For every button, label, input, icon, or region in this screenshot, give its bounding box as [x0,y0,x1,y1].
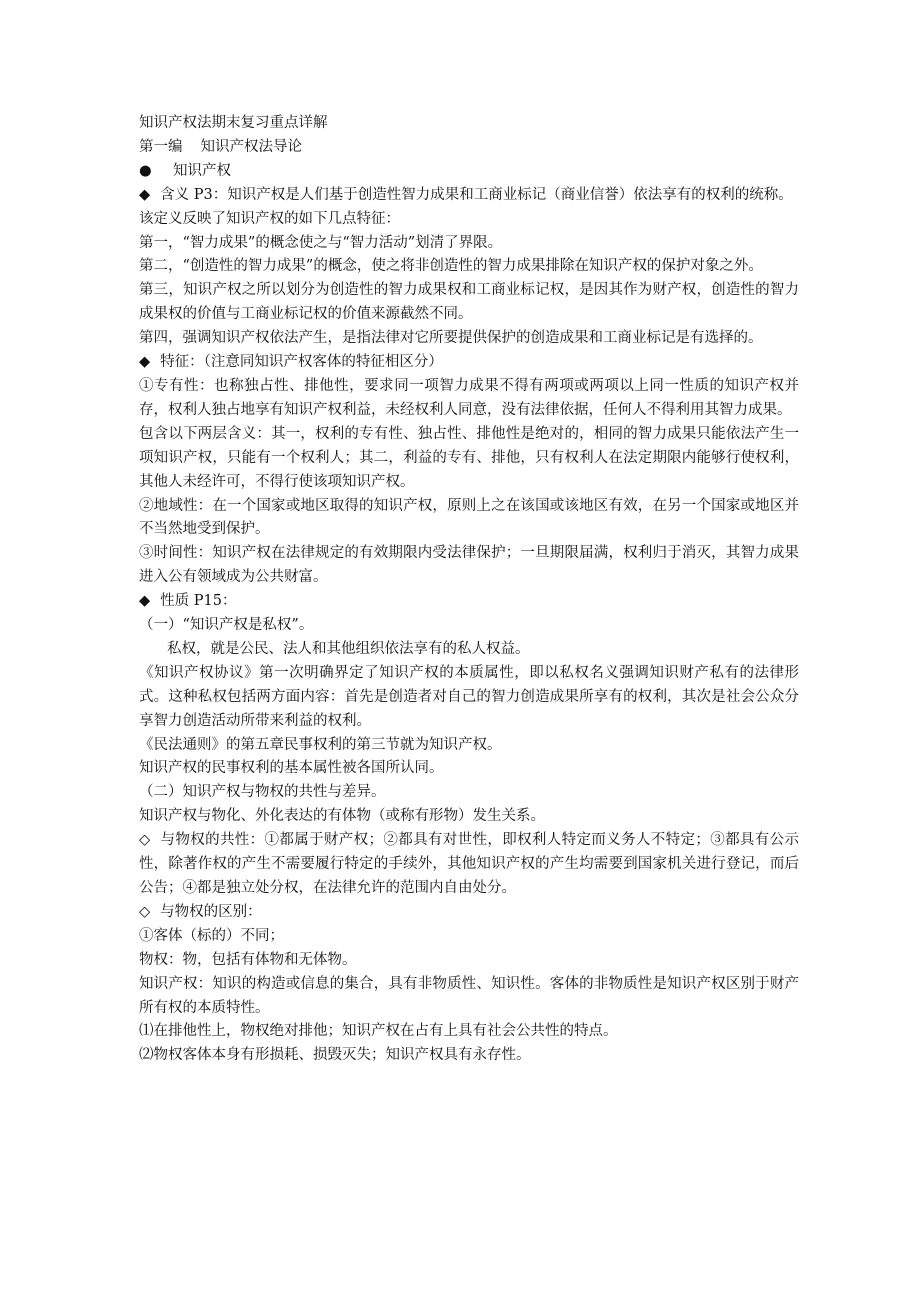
doc-title: 知识产权法期末复习重点详解 [139,115,328,131]
private-right-definition: 私权，就是公民、法人和其他组织依法享有的私人权益。 [167,640,530,657]
private-right-heading: （一）“知识产权是私权”。 [139,617,314,634]
exclusive-paragraph: ①专有性：也称独占性、排他性，要求同一项智力成果不得有两项或两项以上同一性质的知识产权并存，权利人独占地享有知识产权利益，未经权利人同意，没有法律依据，任何人不得利用其智力成果。 [139,377,799,418]
trips-paragraph: 《知识产权协议》第一次明确界定了知识产权的本质属性，即以私权名义强调知识财产私有的法律形式。这种私权包括两方面内容：首先是创造者对自己的智力创造成果所享有的权利，其次是社会公众分享智力创造活动所带来利益的权利。 [139,664,799,729]
tangible-paragraph: 知识产权与物化、外化表达的有体物（或称有形物）发生关系。 [139,808,545,825]
part-label: 第一编 [139,138,183,155]
common-text: 与物权的共性：①都属于财产权；②都具有对世性，即权利人特定而义务人不特定；③都具有公示性，除著作权的产生不需要履行特定的手续外，其他知识产权的产生均需要到国家机关进行登记，而后公告；④都是独立处分权，在法律允许的范围内自由处分。 [139,832,799,896]
two-layers-paragraph: 包含以下两层含义：其一，权利的专有性、独占性、排他性是绝对的，相同的智力成果只能依法产生一项知识产权，只能有一个权利人；其二，利益的专有、排他，只有权利人在法定期限内能够行使权利，其他人未经许可，不得行使该项知识产权。 [139,425,799,490]
recognized-paragraph: 知识产权的民事权利的基本属性被各国所认同。 [139,760,444,777]
black-circle-bullet-icon: ● [139,162,152,179]
diamond-bullet-icon: ◆ [139,186,151,203]
real-right-paragraph: 物权：物，包括有体物和无体物。 [139,951,357,968]
feature-first: 第一，“智力成果”的概念使之与“智力活动”划清了界限。 [139,234,503,251]
diamond-bullet-icon: ◆ [139,354,151,371]
document-page [139,112,799,1068]
difference-text: 与物权的区别： [160,903,262,920]
definition-intro: 该定义反映了知识产权的如下几点特征： [139,210,400,227]
meaning-paragraph [139,184,799,208]
nature-heading [139,590,799,614]
durability-paragraph: ⑵物权客体本身有形损耗、损毁灭失；知识产权具有永存性。 [139,1047,531,1064]
object-difference: ①客体（标的）不同； [139,927,284,944]
territorial-paragraph: ②地域性：在一个国家或地区取得的知识产权，原则上之在该国或该地区有效，在另一个国家或地区并不当然地受到保护。 [139,497,799,538]
characteristics-heading [139,351,799,375]
exclusivity-paragraph: ⑴在排他性上，物权绝对排他；知识产权在占有上具有社会公共性的特点。 [139,1023,618,1040]
nature-text: 性质 P15： [160,593,237,610]
feature-fourth: 第四，强调知识产权依法产生，是指法律对它所要提供保护的创造成果和工商业标记是有选择的。 [139,330,763,347]
section-title: 知识产权 [173,162,231,179]
civil-law-paragraph: 《民法通则》的第五章民事权利的第三节就为知识产权。 [139,736,502,753]
diamond-bullet-icon: ◆ [139,593,151,610]
feature-second: 第二，“创造性的智力成果”的概念，使之将非创造性的智力成果排除在知识产权的保护对象之外。 [139,258,763,275]
temporal-paragraph: ③时间性：知识产权在法律规定的有效期限内受法律保护；一旦期限届满，权利归于消灭，其智力成果进入公有领域成为公共财富。 [139,545,799,586]
difference-heading [139,901,799,925]
meaning-text: 含义 P3：知识产权是人们基于创造性智力成果和工商业标记（商业信誉）依法享有的权利的统称。 [160,186,793,203]
part-title: 知识产权法导论 [200,138,302,155]
hollow-diamond-bullet-icon: ◇ [139,832,151,849]
hollow-diamond-bullet-icon: ◇ [139,903,151,920]
ip-right-paragraph: 知识产权：知识的构造或信息的集合，具有非物质性、知识性。客体的非物质性是知识产权区别于财产所有权的本质特性。 [139,975,799,1016]
common-paragraph [139,829,799,901]
characteristics-text: 特征：（注意同知识产权客体的特征相区分） [160,354,443,371]
section-heading [139,160,799,184]
feature-third: 第三，知识产权之所以划分为创造性的智力成果权和工商业标记权，是因其作为财产权，创造性的智力成果权的价值与工商业标记权的价值来源截然不同。 [139,282,799,323]
property-compare-heading: （二）知识产权与物权的共性与差异。 [139,784,386,801]
part-heading [139,136,799,160]
